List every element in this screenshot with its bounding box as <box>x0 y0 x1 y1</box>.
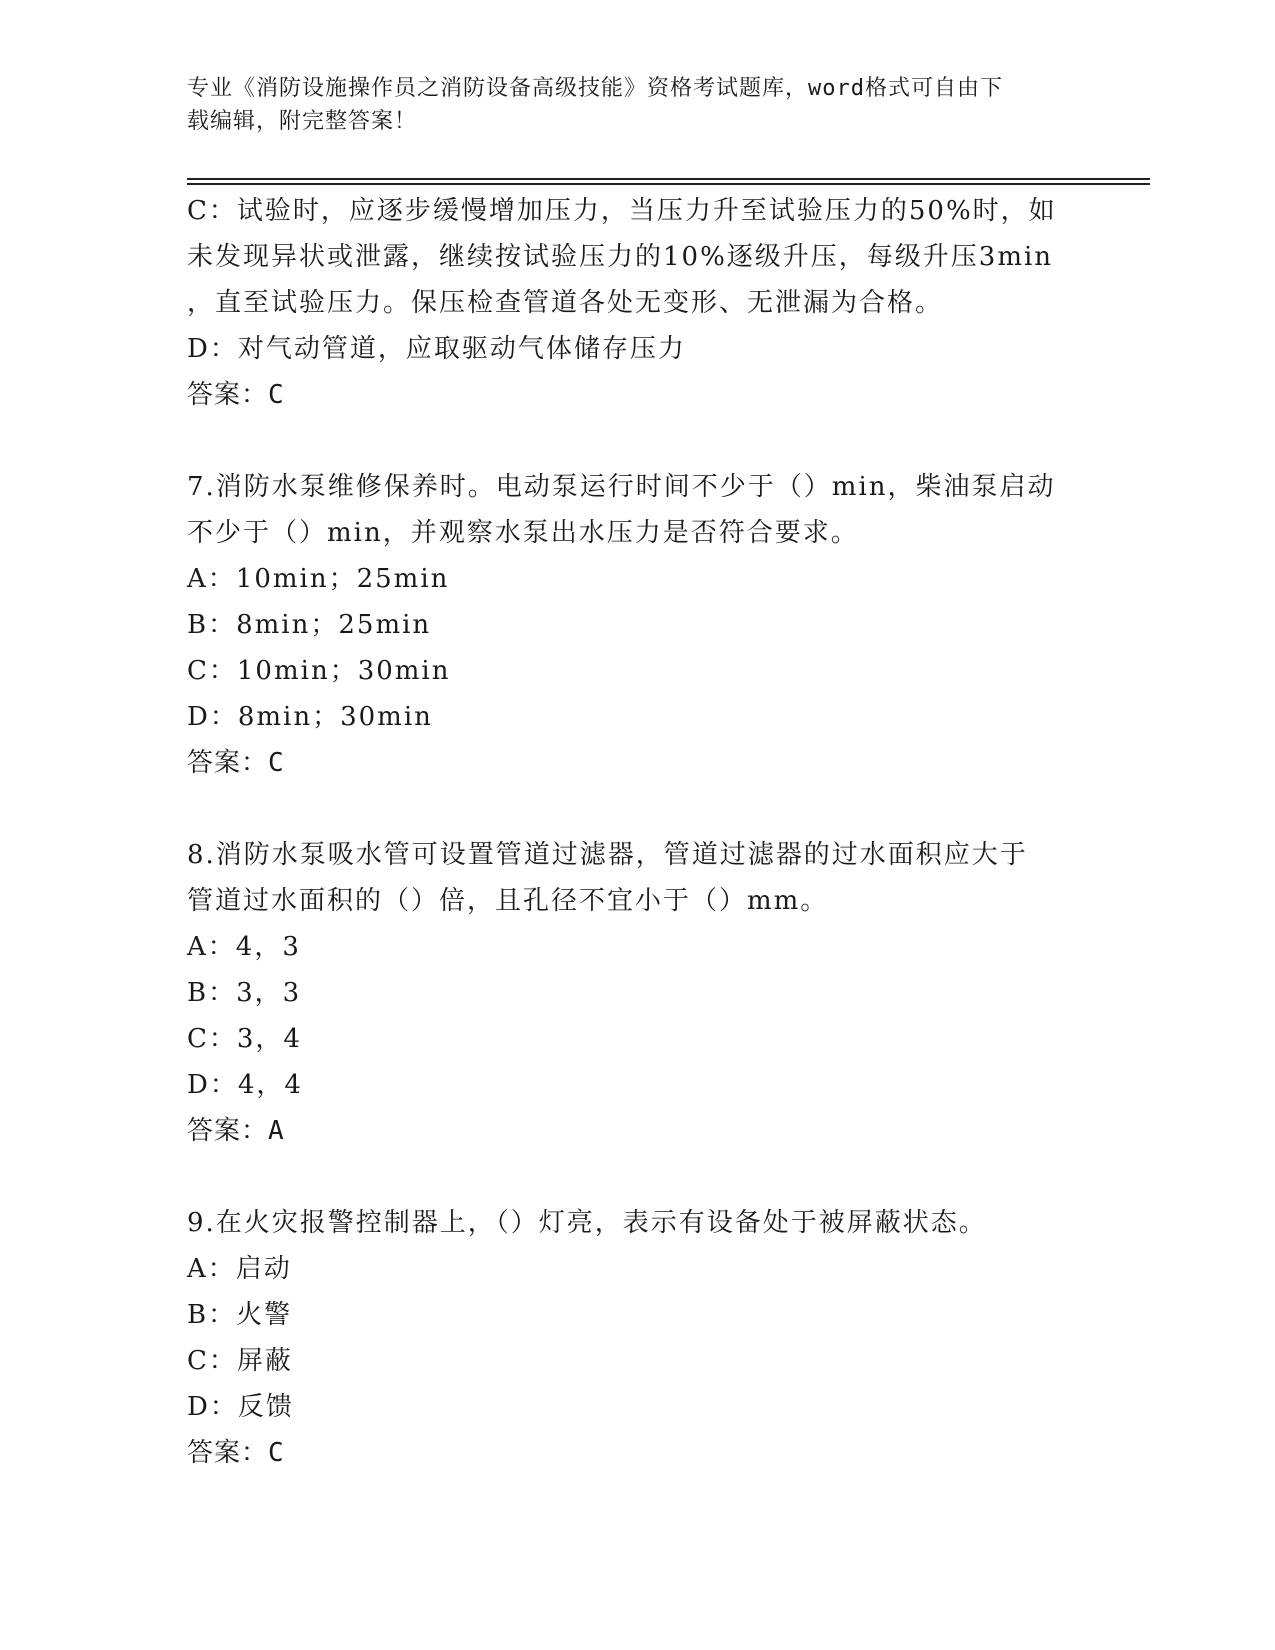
spacer <box>187 418 1087 464</box>
question-stem-line: 8.消防水泵吸水管可设置管道过滤器，管道过滤器的过水面积应大于 <box>187 840 1028 870</box>
header-line-2: 载编辑，附完整答案！ <box>187 109 418 134</box>
option-d: D：对气动管道，应取驱动气体储存压力 <box>187 334 686 364</box>
option-c: C：10min；30min <box>187 656 451 686</box>
option-b: B：火警 <box>187 1300 293 1330</box>
option-b: B：8min；25min <box>187 610 432 640</box>
question-stem-line: 7.消防水泵维修保养时。电动泵运行时间不少于（）min，柴油泵启动 <box>187 472 1056 502</box>
option-d: D：反馈 <box>187 1392 294 1422</box>
option-a: A：10min；25min <box>187 564 450 594</box>
option-c-line: C：试验时，应逐步缓慢增加压力，当压力升至试验压力的50%时，如 <box>187 196 1057 226</box>
option-c-line: 未发现异状或泄露，继续按试验压力的10%逐级升压，每级升压3min <box>187 242 1054 272</box>
answer-line: 答案：C <box>187 1438 285 1468</box>
document-header <box>187 72 1067 138</box>
option-d: D：8min；30min <box>187 702 433 732</box>
option-d: D：4，4 <box>187 1070 303 1100</box>
answer-line: 答案：C <box>187 380 285 410</box>
question-content <box>187 188 1087 1476</box>
answer-line: 答案：C <box>187 748 285 778</box>
option-a: A：启动 <box>187 1254 292 1284</box>
option-c: C：3，4 <box>187 1024 302 1054</box>
option-c: C：屏蔽 <box>187 1346 293 1376</box>
spacer <box>187 786 1087 832</box>
question-9 <box>187 1200 1087 1476</box>
question-stem-line: 9.在火灾报警控制器上，（）灯亮，表示有设备处于被屏蔽状态。 <box>187 1208 987 1238</box>
header-line-1: 专业《消防设施操作员之消防设备高级技能》资格考试题库，word格式可自由下 <box>187 76 1003 101</box>
question-stem-line: 管道过水面积的（）倍，且孔径不宜小于（）mm。 <box>187 886 829 916</box>
question-7 <box>187 464 1087 786</box>
answer-line: 答案：A <box>187 1116 285 1146</box>
option-c-line: ，直至试验压力。保压检查管道各处无变形、无泄漏为合格。 <box>187 288 944 318</box>
spacer <box>187 1154 1087 1200</box>
question-8 <box>187 832 1087 1154</box>
header-divider-bottom <box>187 183 1150 185</box>
header-divider-top <box>187 178 1150 180</box>
question-stem-line: 不少于（）min，并观察水泵出水压力是否符合要求。 <box>187 518 859 548</box>
previous-question-tail <box>187 188 1087 418</box>
option-b: B：3，3 <box>187 978 302 1008</box>
option-a: A：4，3 <box>187 932 301 962</box>
